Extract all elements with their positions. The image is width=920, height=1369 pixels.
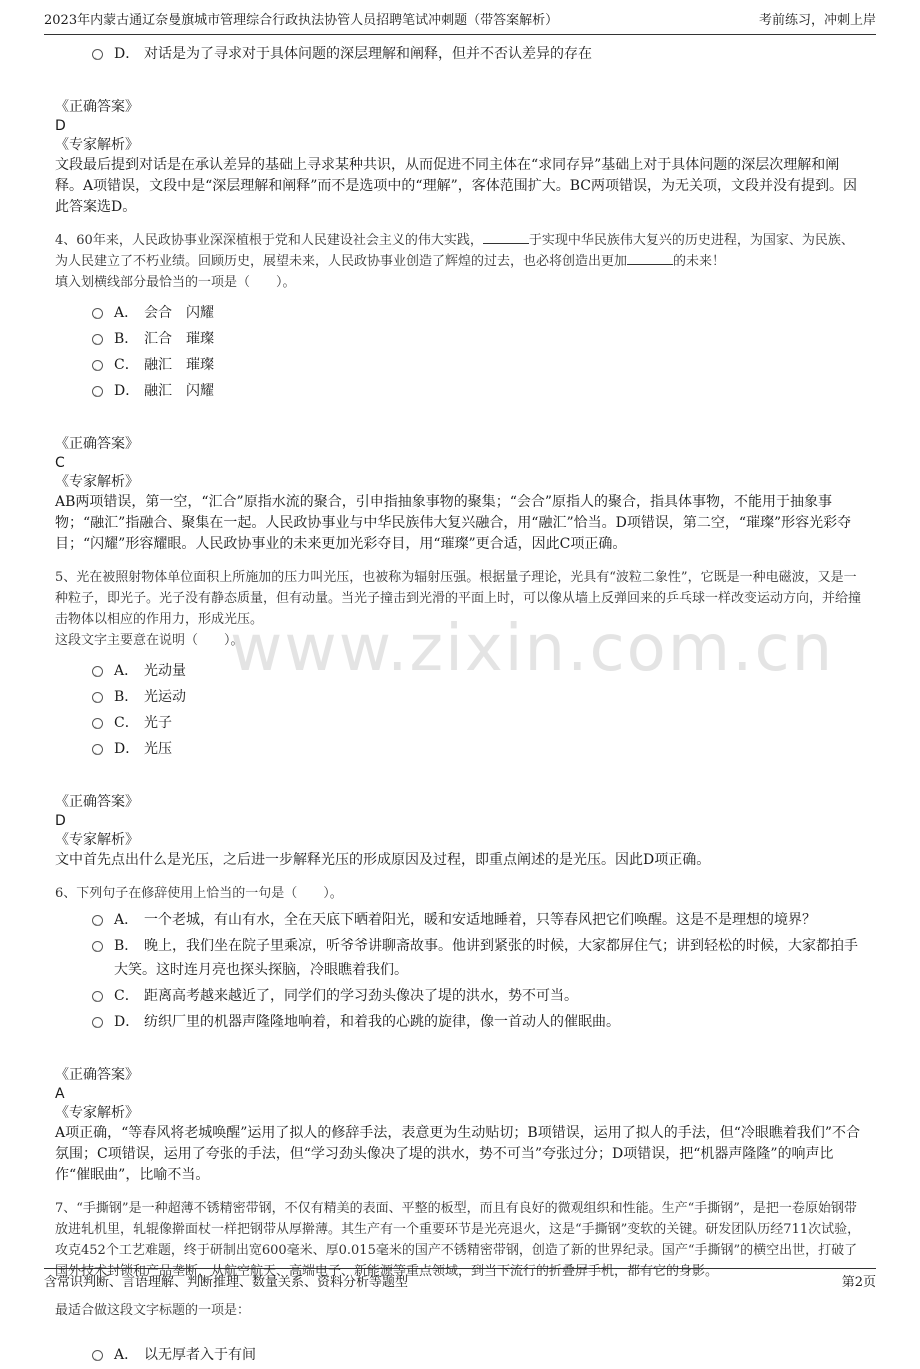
q7-prompt: 最适合做这段文字标题的一项是： bbox=[55, 1303, 251, 1318]
q5-option-c[interactable]: C． 光子 bbox=[92, 711, 865, 735]
page-footer bbox=[44, 1268, 876, 1295]
radio-icon[interactable] bbox=[92, 991, 103, 1002]
document-title: 2023年内蒙古通辽奈曼旗城市管理综合行政执法协管人员招聘笔试冲刺题（带答案解析） bbox=[44, 13, 559, 28]
q6-answer-label: 《正确答案》 bbox=[55, 1067, 139, 1083]
q6-option-c[interactable]: C． 距离高考越来越近了，同学们的学习劲头像决了堤的洪水，势不可当。 bbox=[92, 984, 865, 1008]
q5-prompt: 这段文字主要意在说明（ ）。 bbox=[55, 633, 244, 648]
radio-icon[interactable] bbox=[92, 360, 103, 371]
q6-option-a[interactable]: A． 一个老城，有山有水，全在天底下晒着阳光，暖和安适地睡着，只等春风把它们唤醒。这是不是理想的境界？ bbox=[92, 908, 865, 932]
q4-answer: C bbox=[55, 455, 65, 471]
radio-icon[interactable] bbox=[92, 718, 103, 729]
q6-option-b[interactable]: B． 晚上，我们坐在院子里乘凉，听爷爷讲聊斋故事。他讲到紧张的时候，大家都屏住气；讲到轻松的时候，大家都拍手大笑。这时连月亮也探头探脑，冷眼瞧着我们。 bbox=[92, 934, 865, 982]
radio-icon[interactable] bbox=[92, 744, 103, 755]
q6-answer: A bbox=[55, 1086, 65, 1102]
radio-icon[interactable] bbox=[92, 334, 103, 345]
q4-explain-label: 《专家解析》 bbox=[55, 474, 139, 490]
page-number: 第2页 bbox=[841, 1275, 876, 1290]
watermark: www.zixin.com.cn bbox=[230, 612, 835, 686]
q5-stem: 5、光在被照射物体单位面积上所施加的压力叫光压，也被称为辐射压强。根据量子理论，光具有“波粒二象性”，它既是一种电磁波，又是一种粒子，即光子。光子没有静态质量，但有动量。当光子撞击到光滑的平面上时，可以像从墙上反弹回来的乒乓球一样改变运动方向，并给撞击物体以相应的作用力，形成光压。 bbox=[55, 570, 862, 627]
q6-explain: A项正确，“等春风将老城唤醒”运用了拟人的修辞手法，表意更为生动贴切；B项错误，运用了拟人的手法，但“冷眼瞧着我们”不合氛围；C项错误，运用了夸张的手法，但“学习劲头像决了堤的洪水，势不可当”夸张过分；D项错误，把“机器声隆隆”的响声比作“催眠曲”，比喻不当。 bbox=[55, 1125, 861, 1183]
q4-options bbox=[92, 301, 865, 403]
q6-option-d[interactable]: D． 纺织厂里的机器声隆隆地响着，和着我的心跳的旋律，像一首动人的催眠曲。 bbox=[92, 1010, 865, 1034]
q4-stem: 4、60年来，人民政协事业深深植根于党和人民建设社会主义的伟大实践， 于实现中华民族伟大复兴的历史进程，为国家、为民族、为人民建立了不朽业绩。回顾历史，展望未来，人民政协事业创造了辉煌的过去，也必将创造出更加 的未来！ bbox=[55, 233, 854, 269]
radio-icon[interactable] bbox=[92, 666, 103, 677]
q3-options bbox=[92, 42, 865, 66]
q4-option-d[interactable]: D． 融汇 闪耀 bbox=[92, 379, 865, 403]
header-slogan: 考前练习，冲刺上岸 bbox=[758, 13, 876, 28]
q5-explain-label: 《专家解析》 bbox=[55, 832, 139, 848]
blank-line bbox=[483, 231, 529, 244]
radio-icon[interactable] bbox=[92, 1350, 103, 1361]
q3-option-d[interactable]: D． 对话是为了寻求对于具体问题的深层理解和阐释，但并不否认差异的存在 bbox=[92, 42, 865, 66]
q4-answer-label: 《正确答案》 bbox=[55, 436, 139, 452]
q7-option-a[interactable]: A． 以无厚者入于有间 bbox=[92, 1343, 865, 1367]
q5-answer: D bbox=[55, 813, 66, 829]
q4-option-a[interactable]: A． 会合 闪耀 bbox=[92, 301, 865, 325]
q7-stem: 7、“手撕钢”是一种超薄不锈精密带钢，不仅有精美的表面、平整的板型，而且有良好的微观组织和性能。生产“手撕钢”，是把一卷原始钢带放进轧机里，轧辊像擀面杖一样把钢带从厚擀薄。其生产有一个重要环节是光亮退火，这是“手撕钢”变软的关键。研发团队历经711次试验，攻克452个工艺难题，终于研制出宽600毫米、厚0.015毫米的国产不锈精密带钢，创造了新的世界纪录。国产“手撕钢”的横空出世，打破了国外技术封锁和产品垄断，从航空航天、高端电子、新能源等重点领域，到当下流行的折叠屏手机，都有它的身影。 bbox=[55, 1201, 861, 1279]
q5-option-d[interactable]: D． 光压 bbox=[92, 737, 865, 761]
q6-stem: 6、下列句子在修辞使用上恰当的一句是（ ）。 bbox=[55, 886, 343, 901]
blank-line bbox=[627, 252, 673, 265]
q5-options bbox=[92, 659, 865, 761]
q7-options bbox=[92, 1343, 865, 1367]
q6-options bbox=[92, 908, 865, 1034]
radio-icon[interactable] bbox=[92, 308, 103, 319]
radio-icon[interactable] bbox=[92, 915, 103, 926]
radio-icon[interactable] bbox=[92, 1017, 103, 1028]
q5-answer-label: 《正确答案》 bbox=[55, 794, 139, 810]
q4-option-c[interactable]: C． 融汇 璀璨 bbox=[92, 353, 865, 377]
footer-note: 含常识判断、言语理解、判断推理、数量关系、资料分析等题型 bbox=[44, 1275, 409, 1290]
q4-prompt: 填入划横线部分最恰当的一项是（ ）。 bbox=[55, 275, 296, 290]
q4-option-b[interactable]: B． 汇合 璀璨 bbox=[92, 327, 865, 351]
q3-answer: D bbox=[55, 118, 66, 134]
q3-answer-label: 《正确答案》 bbox=[55, 99, 139, 115]
radio-icon[interactable] bbox=[92, 386, 103, 397]
radio-icon[interactable] bbox=[92, 49, 103, 60]
q5-option-b[interactable]: B． 光运动 bbox=[92, 685, 865, 709]
q3-explain: 文段最后提到对话是在承认差异的基础上寻求某种共识，从而促进不同主体在“求同存异”基础上对于具体问题的深层次理解和阐释。A项错误，文段中是“深层理解和阐释”而不是选项中的“理解”，客体范围扩大。BC两项错误，为无关项，文段并没有提到。因此答案选D。 bbox=[55, 157, 857, 215]
page-header bbox=[44, 10, 876, 35]
radio-icon[interactable] bbox=[92, 692, 103, 703]
q5-explain: 文中首先点出什么是光压，之后进一步解释光压的形成原因及过程，即重点阐述的是光压。因此D项正确。 bbox=[55, 852, 711, 868]
q5-option-a[interactable]: A． 光动量 bbox=[92, 659, 865, 683]
page-content bbox=[55, 40, 865, 1369]
radio-icon[interactable] bbox=[92, 941, 103, 952]
q4-explain: AB两项错误，第一空，“汇合”原指水流的聚合，引申指抽象事物的聚集；“会合”原指人的聚合，指具体事物，不能用于抽象事物；“融汇”指融合、聚集在一起。人民政协事业与中华民族伟大复兴融合，用“融汇”恰当。D项错误，第二空，“璀璨”形容光彩夺目；“闪耀”形容耀眼。人民政协事业的未来更加光彩夺目，用“璀璨”更合适，因此C项正确。 bbox=[55, 494, 852, 552]
q3-explain-label: 《专家解析》 bbox=[55, 137, 139, 153]
q6-explain-label: 《专家解析》 bbox=[55, 1105, 139, 1121]
